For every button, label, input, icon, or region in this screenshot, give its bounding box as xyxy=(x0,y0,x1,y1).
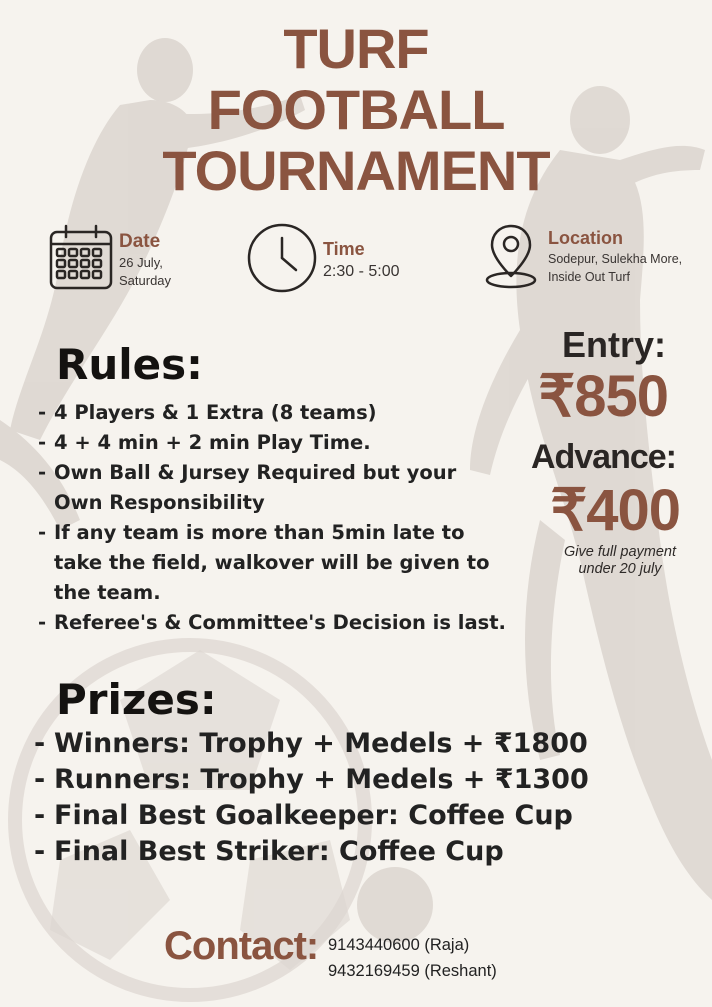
rules-heading: Rules: xyxy=(56,340,203,389)
location-pin-icon xyxy=(484,222,538,290)
contact-label: Contact: xyxy=(164,924,319,968)
list-item: - Final Best Striker: Coffee Cup xyxy=(34,834,694,870)
contact-numbers xyxy=(328,932,497,984)
entry-label: Entry: xyxy=(561,324,666,365)
payment-note-line-1: Give full payment xyxy=(563,544,677,560)
clock-icon xyxy=(246,222,318,294)
payment-note xyxy=(540,544,700,578)
location-label: Location xyxy=(548,228,623,248)
contact-phone-1: 9143440600 (Raja) xyxy=(328,936,470,954)
poster-title xyxy=(0,18,712,201)
prizes-list xyxy=(34,726,694,870)
date-value xyxy=(119,254,171,290)
list-item: - If any team is more than 5min late to take the field, walkover will be given to the team. xyxy=(38,518,509,608)
list-item: - 4 + 4 min + 2 min Play Time. xyxy=(38,428,538,458)
rules-list xyxy=(38,398,538,638)
time-value: 2:30 - 5:00 xyxy=(323,263,400,280)
calendar-icon xyxy=(48,224,114,292)
list-item: - Final Best Goalkeeper: Coffee Cup xyxy=(34,798,694,834)
list-item: - Winners: Trophy + Medels + ₹1800 xyxy=(34,726,694,762)
title-line-2: FOOTBALL xyxy=(207,78,505,141)
entry-amount: ₹850 xyxy=(538,364,668,429)
title-line-1: TURF xyxy=(283,17,429,80)
list-item: - Own Ball & Jursey Required but your Own Responsibility xyxy=(38,458,509,518)
advance-amount: ₹400 xyxy=(550,478,680,543)
contact-phone-2: 9432169459 (Reshant) xyxy=(328,962,497,980)
time-label: Time xyxy=(323,239,365,259)
location-line-1: Sodepur, Sulekha More, xyxy=(548,252,683,266)
date-line-1: 26 July, xyxy=(119,255,163,270)
list-item: - 4 Players & 1 Extra (8 teams) xyxy=(38,398,538,428)
list-item: - Runners: Trophy + Medels + ₹1300 xyxy=(34,762,694,798)
location-line-2: Inside Out Turf xyxy=(548,270,630,284)
list-item: - Referee's & Committee's Decision is last. xyxy=(38,608,554,638)
prizes-heading: Prizes: xyxy=(56,675,217,724)
advance-label: Advance: xyxy=(530,438,676,476)
date-line-2: Saturday xyxy=(119,273,172,288)
date-label: Date xyxy=(119,231,161,252)
payment-note-line-2: under 20 july xyxy=(578,561,662,577)
location-value xyxy=(548,250,682,286)
title-line-3: TOURNAMENT xyxy=(162,139,550,202)
